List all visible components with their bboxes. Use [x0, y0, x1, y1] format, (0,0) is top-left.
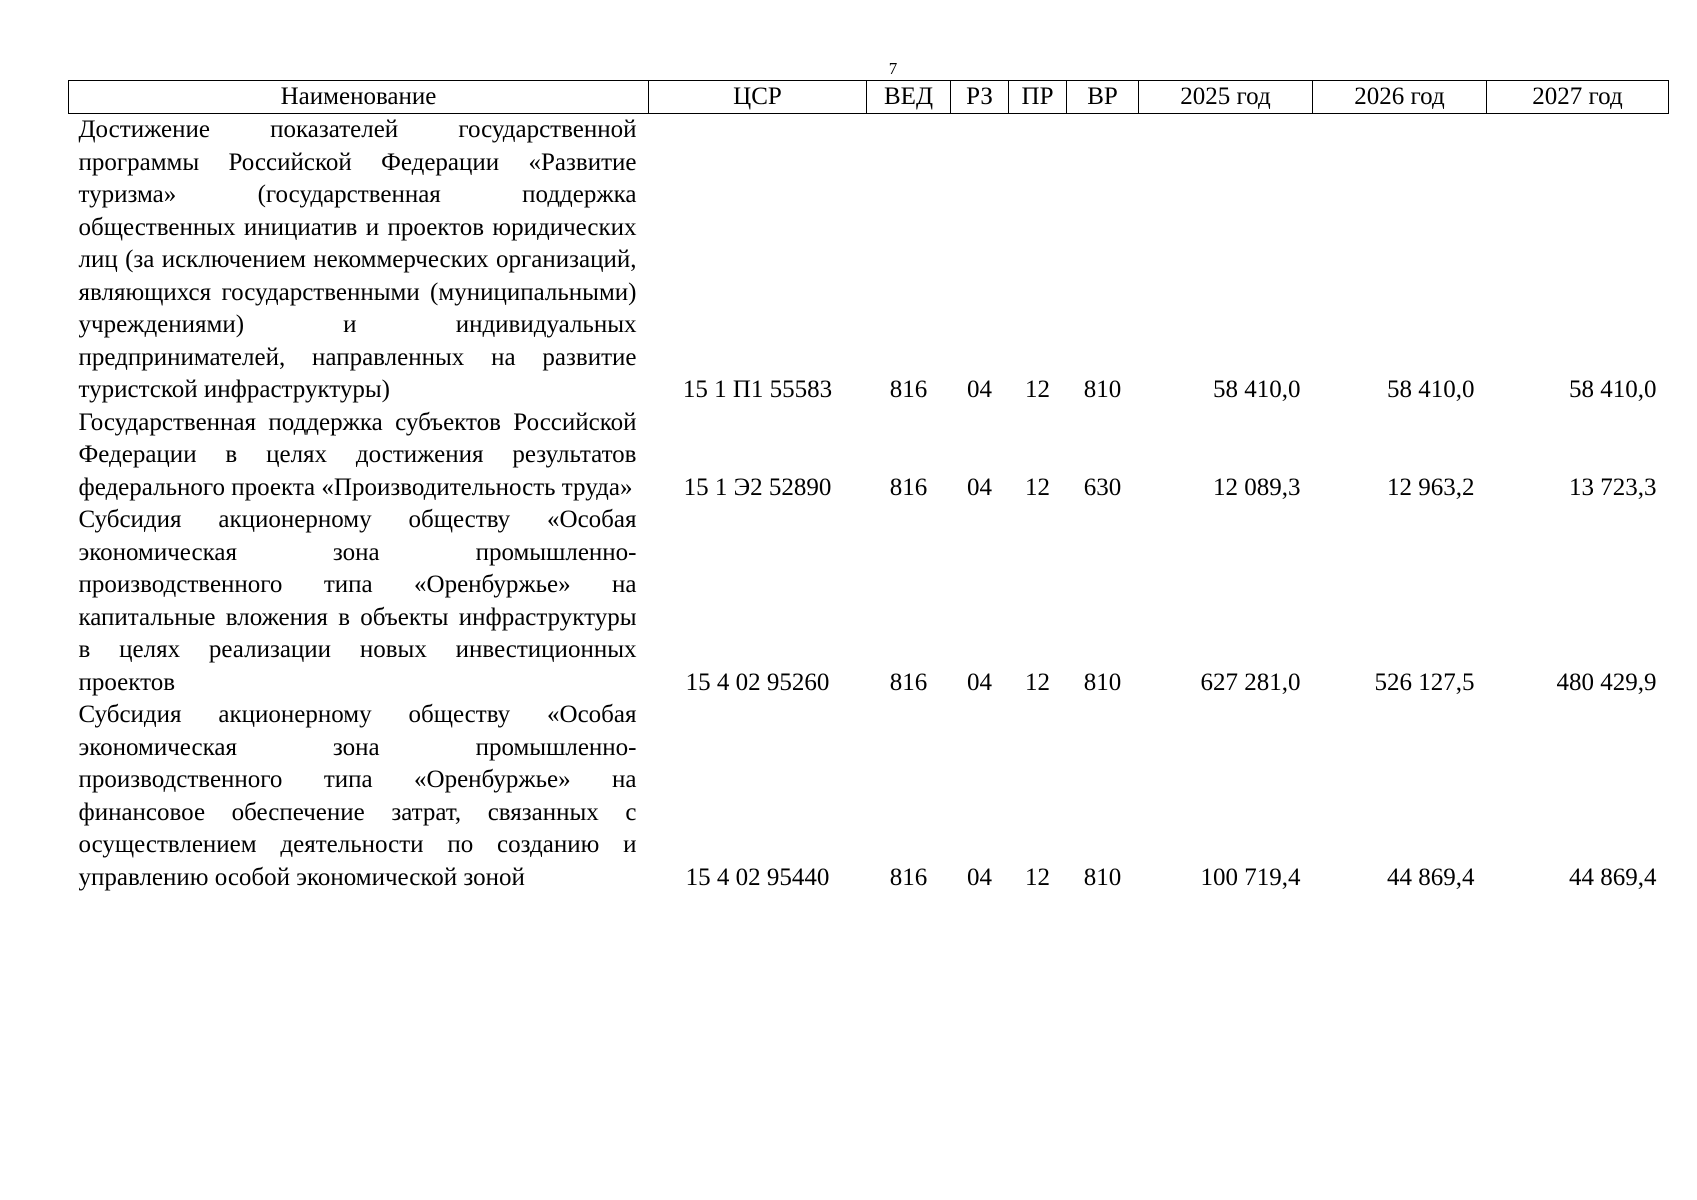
row-2025: 627 281,0: [1200, 668, 1301, 696]
row-vr: 630: [1083, 473, 1122, 501]
row-rz: 04: [967, 473, 992, 501]
row-ved: 816: [889, 863, 928, 891]
row-name: Достижение показателей государственной программы Российской Федерации «Развитие туризма» (государственная поддержка общественных инициатив и проектов юридических лиц (за исключением некоммерческих организаций, являющихся государственными (муниципальными) учреждениями) и индивидуальных предпринимателей, направленных на развитие туристской инфраструктуры): [78, 116, 637, 403]
row-csr: 15 1 Э2 52890: [683, 473, 832, 501]
row-2027: 44 869,4: [1569, 863, 1657, 891]
budget-table: [68, 80, 1669, 894]
row-name: Субсидия акционерному обществу «Особая экономическая зона промышленно-производственного типа «Оренбуржье» на финансовое обеспечение затрат, связанных с осуществлением деятельности по созданию и управлению особой экономической зоной: [78, 701, 637, 891]
header-rz: РЗ: [951, 81, 1009, 114]
table-row: [69, 699, 1669, 894]
row-2026: 12 963,2: [1387, 473, 1475, 501]
row-2026: 44 869,4: [1387, 863, 1475, 891]
row-2026: 58 410,0: [1387, 376, 1475, 403]
row-name: Субсидия акционерному обществу «Особая экономическая зона промышленно-производственного типа «Оренбуржье» на капитальные вложения в объекты инфраструктуры в целях реализации новых инвестиционных проектов: [78, 506, 637, 696]
header-csr: ЦСР: [649, 81, 867, 114]
row-rz: 04: [967, 863, 992, 891]
table-row: [69, 504, 1669, 699]
row-pr: 12: [1025, 376, 1050, 403]
header-2027: 2027 год: [1487, 81, 1669, 114]
row-vr: 810: [1083, 863, 1122, 891]
row-ved: 816: [889, 473, 928, 501]
header-2025: 2025 год: [1139, 81, 1313, 114]
table-row: [69, 114, 1669, 407]
row-2025: 12 089,3: [1213, 473, 1301, 501]
table-row: [69, 407, 1669, 505]
row-ved: 816: [889, 376, 928, 403]
row-rz: 04: [967, 668, 992, 696]
header-name: Наименование: [69, 81, 649, 114]
row-vr: 810: [1083, 376, 1122, 403]
table-header: [69, 81, 1669, 114]
row-vr: 810: [1083, 668, 1122, 696]
row-csr: 15 4 02 95440: [685, 863, 830, 891]
header-ved: ВЕД: [867, 81, 951, 114]
row-2025: 58 410,0: [1213, 376, 1301, 403]
row-csr: 15 4 02 95260: [685, 668, 830, 696]
table-body: [69, 114, 1669, 895]
row-pr: 12: [1025, 863, 1050, 891]
row-2026: 526 127,5: [1374, 668, 1475, 696]
page-number: 7: [888, 59, 898, 78]
row-2027: 480 429,9: [1556, 668, 1657, 696]
row-ved: 816: [889, 668, 928, 696]
row-2025: 100 719,4: [1200, 863, 1301, 891]
header-vr: ВР: [1067, 81, 1139, 114]
row-2027: 58 410,0: [1569, 376, 1657, 403]
row-name: Государственная поддержка субъектов Российской Федерации в целях достижения результатов федерального проекта «Производительность труда»: [78, 408, 637, 501]
row-2027: 13 723,3: [1569, 473, 1657, 501]
row-pr: 12: [1025, 668, 1050, 696]
row-csr: 15 1 П1 55583: [682, 376, 833, 403]
row-rz: 04: [967, 376, 992, 403]
header-pr: ПР: [1009, 81, 1067, 114]
row-pr: 12: [1025, 473, 1050, 501]
header-2026: 2026 год: [1313, 81, 1487, 114]
header-row: [69, 81, 1669, 114]
